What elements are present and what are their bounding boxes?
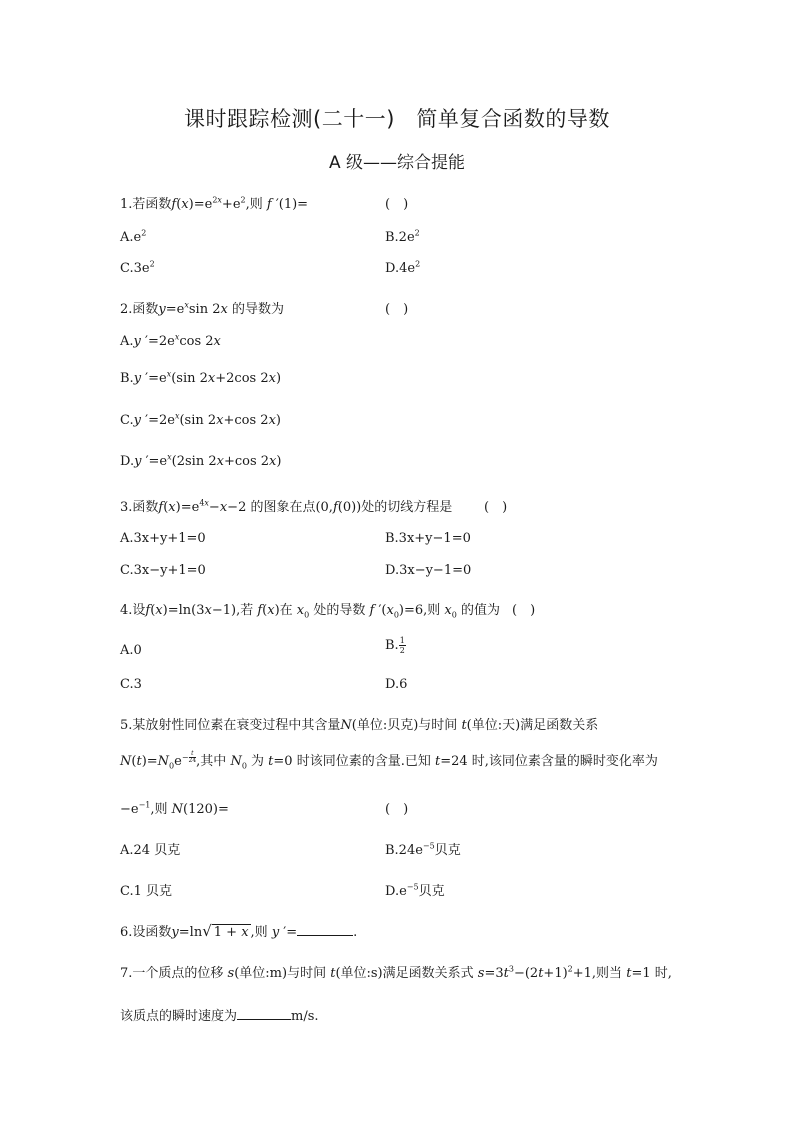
question-5-line-3: $-e^{-1}$,则 N(120)= — [120, 800, 229, 817]
question-1-option-a: $A.e^2$ — [120, 228, 147, 245]
question-6: 6.设函数y=ln√ 1 + x ,则 y ′= . — [120, 922, 358, 940]
question-3-option-a: A.3x+y+1=0 — [120, 531, 206, 546]
question-2-answer-bracket: ( ) — [385, 302, 409, 317]
question-4-option-b: B. $\frac{1}{2}$ — [385, 636, 405, 655]
question-1-option-d: $D.4e^2$ — [385, 259, 421, 276]
question-4-answer-bracket: ( ) — [512, 603, 536, 618]
question-2-option-b: B.y $'=e^x(\sin$ 2x+2cos 2x) — [120, 369, 282, 386]
question-5-option-b: $B.24e^{-5}$贝克 — [385, 841, 461, 858]
question-4-option-c: C.3 — [120, 677, 142, 692]
answer-blank[interactable] — [297, 923, 353, 936]
question-3-option-d: D.3x−y−1=0 — [385, 563, 472, 578]
question-2-option-d: D.y $'=e^x(2\sin$ 2x+cos 2x) — [120, 452, 282, 469]
question-5-option-c: C.1 贝克 — [120, 884, 173, 899]
question-1: 1.若函数$f(x)=e^{2x}+e^2$,则 f ′(1)= — [120, 195, 309, 212]
question-4-option-d: D.6 — [385, 677, 408, 692]
answer-blank[interactable] — [237, 1007, 291, 1020]
question-3-option-b: B.3x+y−1=0 — [385, 531, 471, 546]
question-3-answer-bracket: ( ) — [484, 500, 508, 515]
question-1-answer-bracket: ( ) — [385, 197, 409, 212]
question-5-line-2: $N(t)=N_0e^{- \frac{t}{24}}$ ,其中 $N_0$ 为 t=0 时该同位素的含量.已知 t=24 时,该同位素含量的瞬时变化率为 — [120, 750, 658, 771]
question-2-option-a: A.y $'=2e^x\cos$ 2x — [120, 332, 221, 349]
question-3: 3.函数$f(x)=e^{4x}-x-2$ 的图象在点(0,f(0))处的切线方程是 — [120, 498, 453, 515]
question-2-option-c: C.y $'=2e^x(\sin$ 2x+cos 2x) — [120, 411, 281, 428]
question-7-line-1: 7.一个质点的位移 s(单位:m)与时间 t(单位:s)满足函数关系式 $s=3t^3-(2t+1)^2+1$,则当 t=1 时, — [120, 964, 672, 981]
question-7-line-2: 该质点的瞬时速度为 m/s. — [120, 1009, 319, 1024]
question-5-line-1: 5.某放射性同位素在衰变过程中其含量N(单位:贝克)与时间 t(单位:天)满足函数关系 — [120, 718, 599, 733]
section-subtitle: A 级——综合提能 — [328, 153, 466, 173]
question-1-option-b: $B.2e^2$ — [385, 228, 420, 245]
question-5-option-d: $D.e^{-5}$贝克 — [385, 882, 445, 899]
question-4: 4.设f(x)=ln(3x−1),若 f(x)在 $x_0$ 处的导数 f $'(x_0)=6$,则 $x_0$ 的值为 — [120, 603, 500, 620]
question-1-option-c: $C.3e^2$ — [120, 259, 155, 276]
question-2: 2.函数$y=e^x\sin$ 2x 的导数为 — [120, 300, 284, 317]
page-title: 课时跟踪检测(二十一) 简单复合函数的导数 — [184, 107, 610, 131]
question-4-option-a: A.0 — [120, 643, 142, 658]
question-3-option-c: C.3x−y+1=0 — [120, 563, 206, 578]
question-5-option-a: A.24 贝克 — [120, 843, 181, 858]
question-5-answer-bracket: ( ) — [385, 802, 409, 817]
